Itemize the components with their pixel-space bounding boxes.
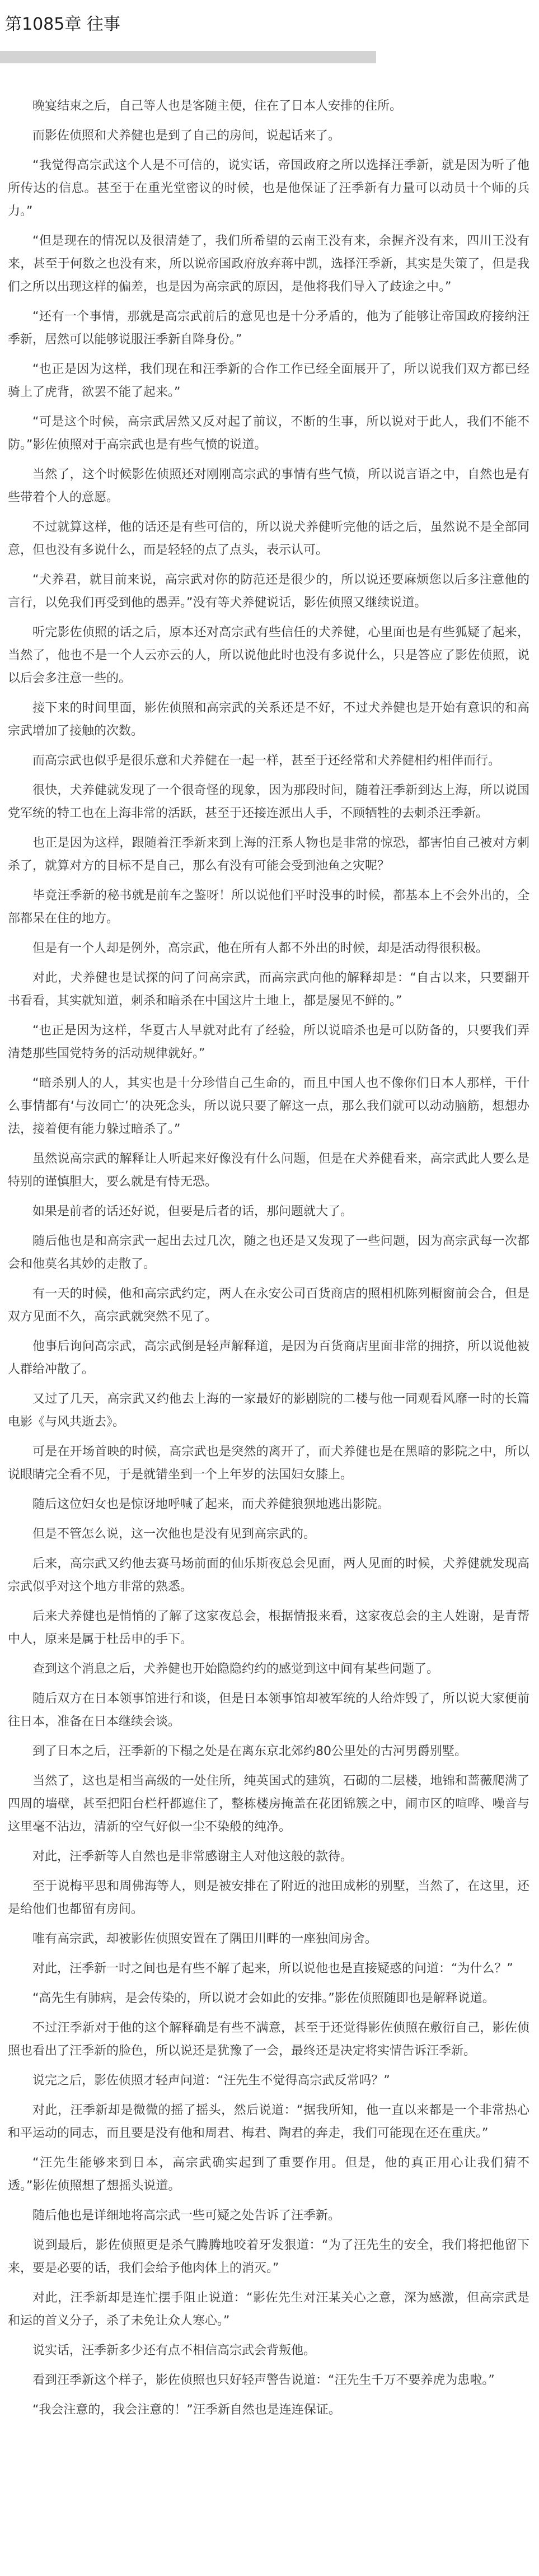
paragraph: 毕竟汪季新的秘书就是前车之鉴呀！所以说他们平时没事的时候，都基本上不会外出的，全部都呆在住的地方。 — [8, 889, 529, 926]
paragraph: 听完影佐侦照的话之后，原本还对高宗武有些信任的犬养健，心里面也是有些狐疑了起来，当然了，他也不是一个人云亦云的人，所以说他此时也没有多说什么，只是答应了影佐侦照，说以后会多注意一些的。 — [8, 626, 529, 685]
paragraph: 对此，犬养健也是试探的问了问高宗武，而高宗武向他的解释却是：“自古以来，只要翻开书看看，其实就知道，刺杀和暗杀在中国这片土地上，都是屡见不鲜的。” — [8, 971, 529, 1008]
chapter-content — [0, 95, 539, 2421]
paragraph: 到了日本之后，汪季新的下榻之处是在离东京北郊约80公里处的古河男爵别墅。 — [32, 1744, 467, 1758]
paragraph: 但是不管怎么说，这一次他也是没有见到高宗武的。 — [32, 1527, 316, 1541]
paragraph: 至于说梅平思和周佛海等人，则是被安排在了附近的池田成彬的别墅，当然了，在这里，还是给他们也都留有房间。 — [8, 1879, 529, 1916]
paragraph: 随后这位妇女也是惊讶地呼喊了起来，而犬养健狼狈地逃出影院。 — [32, 1497, 390, 1511]
paragraph: 有一天的时候，他和高宗武约定，两人在永安公司百货商店的照相机陈列橱窗前会合，但是双方见面不久，高宗武就突然不见了。 — [8, 1287, 529, 1324]
paragraph: 可是在开场首映的时候，高宗武也是突然的离开了，而犬养健也是在黑暗的影院之中，所以说眼睛完全看不见，于是就错坐到一个上年岁的法国妇女膝上。 — [8, 1445, 529, 1482]
paragraph: 也正是因为这样，跟随着汪季新来到上海的汪系人物也是非常的惊恐，都害怕自己被对方刺杀了，就算对方的目标不是自己，那么有没有可能会受到池鱼之灾呢？ — [8, 836, 529, 873]
paragraph: 对此，汪季新一时之间也是有些不解了起来，所以说他也是直接疑惑的问道：“为什么？” — [32, 1962, 513, 1976]
paragraph: 而影佐侦照和犬养健也是到了自己的房间，说起话来了。 — [32, 129, 341, 143]
paragraph: 查到这个消息之后，犬养健也开始隐隐约约的感觉到这中间有某些问题了。 — [32, 1662, 439, 1676]
paragraph: “也正是因为这样，华夏古人早就对此有了经验，所以说暗杀也是可以防备的，只要我们弄清楚那些国党特务的活动规律就好。” — [8, 1024, 529, 1061]
paragraph: 但是有一个人却是例外，高宗武，他在所有人都不外出的时候，却是活动得很积极。 — [32, 941, 489, 955]
paragraph: 不过就算这样，他的话还是有些可信的，所以说犬养健听完他的话之后，虽然说不是全部同意，但也没有多说什么，而是轻轻的点了点头，表示认可。 — [8, 520, 529, 557]
paragraph: “高先生有肺病，是会传染的，所以说才会如此的安排。”影佐侦照随即也是解释说道。 — [32, 1991, 495, 2005]
paragraph: “犬养君，就目前来说，高宗武对你的防范还是很少的，所以说还要麻烦您以后多注意他的言行，以免我们再受到他的愚弄。”没有等犬养健说话，影佐侦照又继续说道。 — [8, 573, 529, 610]
paragraph: 唯有高宗武，却被影佐侦照安置在了隅田川畔的一座独间房舍。 — [32, 1932, 378, 1946]
title-divider — [0, 51, 376, 63]
paragraph: 而高宗武也似乎是很乐意和犬养健在一起一样，甚至于还经常和犬养健相约相伴而行。 — [32, 754, 501, 768]
paragraph: “暗杀别人的人，其实也是十分珍惜自己生命的，而且中国人也不像你们日本人那样，干什么事情都有‘与汝同亡’的决死念头，所以说只要了解这一点，那么我们就可以动动脑筋，想想办法，接着便有能力躲过暗杀了。” — [8, 1076, 529, 1136]
paragraph: “还有一个事情，那就是高宗武前后的意见也是十分矛盾的，他为了能够让帝国政府接纳汪季新，居然可以能够说服汪季新自降身份。” — [8, 310, 529, 347]
paragraph: 随后他也是和高宗武一起出去过几次，随之也还是又发现了一些问题，因为高宗武每一次都会和他莫名其妙的走散了。 — [8, 1234, 529, 1271]
paragraph: “我觉得高宗武这个人是不可信的，说实话，帝国政府之所以选择汪季新，就是因为听了他所传达的信息。甚至于在重光堂密议的时候，也是他保证了汪季新有力量可以动员十个师的兵力。” — [8, 158, 529, 218]
paragraph: 不过汪季新对于他的这个解释确是有些不满意，甚至于还觉得影佐侦照在敷衍自己，影佐侦照也看出了汪季新的脸色，所以说还是犹豫了一会，最终还是决定将实情告诉汪季新。 — [8, 2021, 529, 2058]
paragraph: 说实话，汪季新多少还有点不相信高宗武会背叛他。 — [32, 2344, 316, 2358]
paragraph: 随后双方在日本领事馆进行和谈，但是日本领事馆却被军统的人给炸毁了，所以说大家便前往日本，准备在日本继续会谈。 — [8, 1692, 529, 1729]
paragraph: 晚宴结束之后，自己等人也是客随主便，住在了日本人安排的住所。 — [32, 99, 402, 113]
paragraph: 对此，汪季新却是微微的摇了摇头，然后说道：“据我所知，他一直以来都是一个非常热心和平运动的同志，而且要是没有他和周君、梅君、陶君的奔走，我们可能现在还在重庆。” — [8, 2103, 529, 2140]
paragraph: “可是这个时候，高宗武居然又反对起了前议，不断的生事，所以说对于此人，我们不能不防。”影佐侦照对于高宗武也是有些气愤的说道。 — [8, 415, 529, 452]
paragraph: 对此，汪季新等人自然也是非常感谢主人对他这般的款待。 — [32, 1850, 353, 1864]
paragraph: 当然了，这也是相当高级的一处住所，纯英国式的建筑，石砌的二层楼，地锦和蔷薇爬满了四周的墙壁，甚至把阳台栏杆都遮住了，整栋楼房掩盖在花团锦簇之中，闹市区的喧哗、噪音与这里毫不沾边，清新的空气好似一尘不染般的纯净。 — [8, 1774, 529, 1834]
paragraph: “汪先生能够来到日本，高宗武确实起到了重要作用。但是，他的真正用心让我们猜不透。”影佐侦照想了想摇头说道。 — [8, 2156, 529, 2193]
paragraph: 说完之后，影佐侦照才轻声问道：“汪先生不觉得高宗武反常吗？” — [32, 2074, 390, 2088]
paragraph: 很快，犬养健就发现了一个很奇怪的现象，因为那段时间，随着汪季新到达上海，所以说国党军统的特工也在上海非常的活跃，甚至于还接连派出人手，不顾牺牲的去刺杀汪季新。 — [8, 783, 529, 820]
paragraph: “我会注意的，我会注意的！”汪季新自然也是连连保证。 — [32, 2403, 341, 2417]
paragraph: “但是现在的情况以及很清楚了，我们所希望的云南王没有来，余握齐没有来，四川王没有来，甚至于何数之也没有来，所以说帝国政府放弃蒋中凯，选择汪季新，其实是失策了，但是我们之所以出现这样的偏差，也是因为高宗武的原因，是他将我们导入了歧途之中。” — [8, 234, 529, 294]
paragraph: 随后他也是详细地将高宗武一些可疑之处告诉了汪季新。 — [32, 2209, 341, 2223]
paragraph: 看到汪季新这个样子，影佐侦照也只好轻声警告说道：“汪先生千万不要养虎为患啦。” — [32, 2373, 495, 2387]
paragraph: 他事后询问高宗武，高宗武倒是轻声解释道，是因为百货商店里面非常的拥挤，所以说他被人群给冲散了。 — [8, 1340, 529, 1376]
paragraph: 当然了，这个时候影佐侦照还对刚刚高宗武的事情有些气愤，所以说言语之中，自然也是有些带着个人的意愿。 — [8, 468, 529, 505]
paragraph: 虽然说高宗武的解释让人听起来好像没有什么问题，但是在犬养健看来，高宗武此人要么是特别的谨慎胆大，要么就是有恃无恐。 — [8, 1152, 529, 1189]
paragraph: 又过了几天，高宗武又约他去上海的一家最好的影剧院的二楼与他一同观看风靡一时的长篇电影《与风共逝去》。 — [8, 1392, 529, 1429]
paragraph: 说到最后，影佐侦照更是杀气腾腾地咬着牙发狠道：“为了汪先生的安全，我们将把他留下来，要是必要的话，我们会给予他肉体上的消灭。” — [8, 2238, 529, 2275]
paragraph: 后来犬养健也是悄悄的了解了这家夜总会，根据情报来看，这家夜总会的主人姓谢，是青帮中人，原来是属于杜岳申的手下。 — [8, 1609, 529, 1646]
paragraph: 如果是前者的话还好说，但要是后者的话，那问题就大了。 — [32, 1205, 353, 1219]
paragraph: 对此，汪季新却是连忙摆手阻止说道：“影佐先生对汪某关心之意，深为感激，但高宗武是和运的首义分子，杀了未免让众人寒心。” — [8, 2291, 529, 2328]
chapter-title: 第1085章 往事 — [5, 15, 120, 34]
paragraph: 后来，高宗武又约他去赛马场前面的仙乐斯夜总会见面，两人见面的时候，犬养健就发现高宗武似乎对这个地方非常的熟悉。 — [8, 1557, 529, 1594]
paragraph: 接下来的时间里面，影佐侦照和高宗武的关系还是不好，不过犬养健也是开始有意识的和高宗武增加了接触的次数。 — [8, 701, 529, 738]
paragraph: “也正是因为这样，我们现在和汪季新的合作工作已经全面展开了，所以说我们双方都已经骑上了虎背，欲罢不能了起来。” — [8, 362, 529, 399]
